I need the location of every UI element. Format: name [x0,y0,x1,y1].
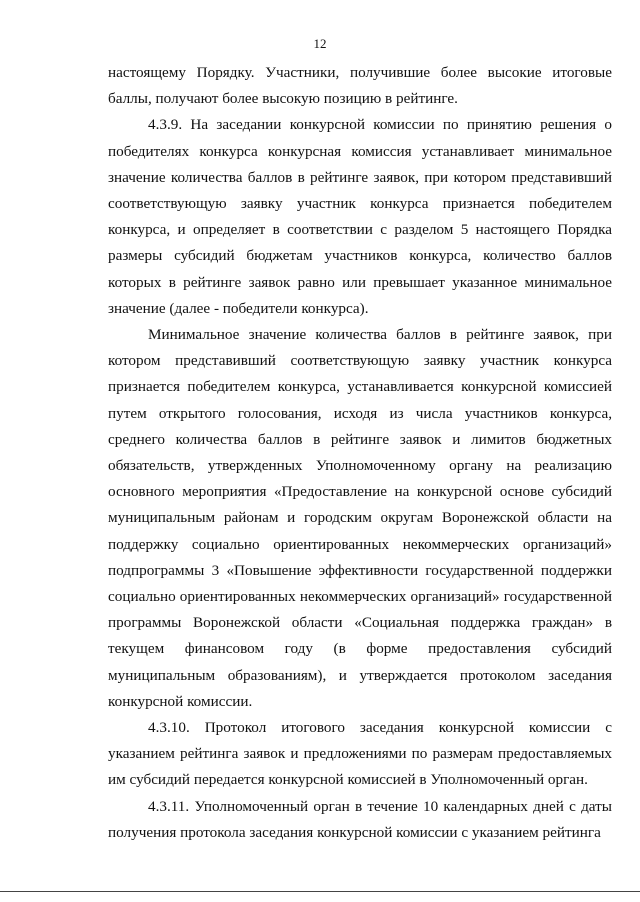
paragraph-continuation: настоящему Порядку. Участники, получившие более высокие итоговые баллы, получают более высокую позицию в рейтинге. [108,64,612,108]
paragraph-4-3-10: 4.3.10. Протокол итогового заседания конкурсной комиссии с указанием рейтинга заявок и предложениями по размерам предоставляемых им субсидий передается конкурсной комиссией в Уполномоченный орган. [108,719,612,789]
paragraph-4-3-11: 4.3.11. Уполномоченный орган в течение 10 календарных дней с даты получения протокола заседания конкурсной комиссии с указанием рейтинга [108,797,612,841]
page-number: 12 [313,36,327,51]
paragraph-min-score: Минимальное значение количества баллов в рейтинге заявок, при котором представивший соответствующую заявку участник конкурса признается победителем конкурса, устанавливается конкурсной комиссией путем открытого голосования, исходя из числа участников конкурса, среднего количества баллов в рейтинге заявок и лимитов бюджетных обязательств, утвержденных Уполномоченному органу на реализацию основного мероприятия «Предоставление на конкурсной основе субсидий муниципальным районам и городским округам Воронежской области на поддержку социально ориентированных некоммерческих организаций» подпрограммы 3 «Повышение эффективности государственной поддержки социально ориентированных некоммерческих организаций» государственной программы Воронежской области «Социальная поддержка граждан» в текущем финансовом году (в форме предоставления субсидий муниципальным образованиям), и утверждается протоколом заседания конкурсной комиссии. [108,326,612,710]
page-bottom-rule [0,891,640,892]
document-body [108,60,612,846]
paragraph-4-3-9: 4.3.9. На заседании конкурсной комиссии по принятию решения о победителях конкурса конкурсная комиссия устанавливает минимальное значение количества баллов в рейтинге заявок, при котором представивший соответствующую заявку участник конкурса признается победителем конкурса, и определяет в соответствии с разделом 5 настоящего Порядка размеры субсидий бюджетам участников конкурса, количество баллов которых в рейтинге заявок равно или превышает указанное минимальное значение (далее - победители конкурса). [108,116,612,317]
